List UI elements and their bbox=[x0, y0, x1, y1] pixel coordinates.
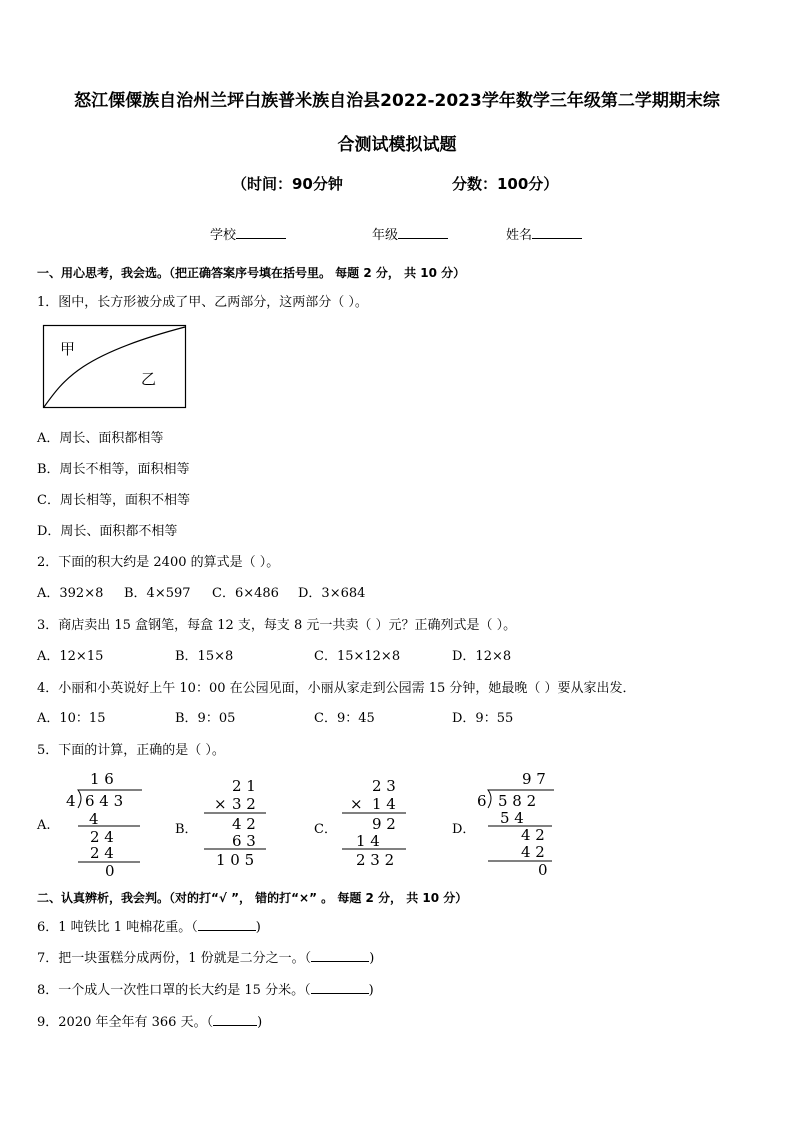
a-step-4: 0 bbox=[105, 862, 115, 878]
name-blank[interactable] bbox=[532, 226, 582, 239]
rectangle-outline bbox=[44, 326, 186, 408]
q5-label-b[interactable]: B． bbox=[175, 822, 198, 837]
exam-time: （时间：90分钟 bbox=[232, 175, 343, 193]
school-blank[interactable] bbox=[236, 226, 286, 239]
school-field bbox=[210, 224, 286, 243]
q9-text: 9．2020 年全年有 366 天。（ bbox=[37, 1015, 214, 1030]
q6-text: 6．1 吨铁比 1 吨棉花重。（ bbox=[37, 920, 198, 935]
q7-item bbox=[37, 947, 374, 966]
q2-option-d[interactable]: D．3×684 bbox=[298, 586, 366, 601]
q1-option-a[interactable]: A．周长、面积都相等 bbox=[37, 431, 164, 446]
q3-option-a[interactable]: A．12×15 bbox=[37, 649, 104, 664]
q2-stem: 2．下面的积大约是 2400 的算式是（ ）。 bbox=[37, 555, 280, 570]
d-step-2: 4 2 bbox=[521, 826, 545, 844]
a-quotient: 1 6 bbox=[90, 770, 114, 788]
q1-option-d[interactable]: D．周长、面积都不相等 bbox=[37, 524, 178, 539]
c-result: 2 3 2 bbox=[356, 851, 395, 869]
q3-option-d[interactable]: D．12×8 bbox=[452, 649, 512, 664]
a-step-2: 2 4 bbox=[90, 828, 114, 846]
q5-stem: 5．下面的计算，正确的是（ ）。 bbox=[37, 743, 225, 758]
c-multiplier: 1 4 bbox=[372, 795, 396, 813]
title-line-2: 合测试模拟试题 bbox=[337, 135, 457, 155]
c-operator: × bbox=[350, 795, 363, 813]
q1-figure bbox=[42, 324, 188, 410]
q1-option-c[interactable]: C．周长相等，面积不相等 bbox=[37, 493, 190, 508]
b-multiplier: 3 2 bbox=[232, 795, 256, 813]
b-partial-2: 6 3 bbox=[232, 832, 256, 850]
name-field bbox=[506, 224, 582, 243]
d-divisor: 6 bbox=[477, 792, 487, 810]
c-partial-2: 1 4 bbox=[356, 832, 380, 850]
q6-close-paren: ) bbox=[255, 920, 261, 935]
label-jia: 甲 bbox=[60, 340, 76, 358]
q5-d-long-division bbox=[474, 768, 559, 878]
q7-close-paren: ) bbox=[369, 951, 375, 966]
q2-option-c[interactable]: C．6×486 bbox=[212, 586, 279, 601]
q8-text: 8．一个成人一次性口罩的长大约是 15 分米。（ bbox=[37, 983, 311, 998]
d-step-3: 4 2 bbox=[521, 843, 545, 861]
q1-option-b[interactable]: B．周长不相等，面积相等 bbox=[37, 462, 190, 477]
q5-c-multiplication bbox=[336, 775, 411, 870]
q4-option-a[interactable]: A．10：15 bbox=[37, 711, 106, 726]
c-partial-1: 9 2 bbox=[372, 815, 396, 833]
school-label: 学校 bbox=[210, 228, 237, 243]
section-1-heading: 一、用心思考，我会选。（把正确答案序号填在括号里。 每题 2 分， 共 10 分） bbox=[37, 266, 466, 280]
grade-field bbox=[372, 224, 448, 243]
q4-option-d[interactable]: D．9：55 bbox=[452, 711, 514, 726]
q2-option-a[interactable]: A．392×8 bbox=[37, 586, 104, 601]
grade-blank[interactable] bbox=[398, 226, 448, 239]
q3-option-c[interactable]: C．15×12×8 bbox=[314, 649, 401, 664]
q9-close-paren: ) bbox=[257, 1015, 263, 1030]
b-result: 1 0 5 bbox=[216, 851, 255, 869]
b-operator: × bbox=[214, 795, 227, 813]
c-top: 2 3 bbox=[372, 777, 396, 795]
q9-answer-blank[interactable] bbox=[213, 1013, 257, 1026]
q8-close-paren: ) bbox=[368, 983, 374, 998]
q4-option-b[interactable]: B．9：05 bbox=[175, 711, 236, 726]
b-partial-1: 4 2 bbox=[232, 815, 256, 833]
q8-item bbox=[37, 979, 374, 998]
q5-label-a[interactable]: A. bbox=[37, 818, 51, 833]
q7-answer-blank[interactable] bbox=[311, 949, 369, 962]
q5-label-c[interactable]: C． bbox=[314, 822, 337, 837]
label-yi: 乙 bbox=[141, 370, 157, 388]
a-divisor: 4 bbox=[66, 792, 76, 810]
exam-score: 分数：100分） bbox=[452, 175, 559, 193]
q2-option-b[interactable]: B．4×597 bbox=[124, 586, 191, 601]
a-dividend: 6 4 3 bbox=[85, 792, 124, 810]
d-quotient: 9 7 bbox=[522, 770, 546, 788]
q8-answer-blank[interactable] bbox=[311, 981, 369, 994]
q4-option-c[interactable]: C．9：45 bbox=[314, 711, 375, 726]
dividing-curve bbox=[44, 327, 185, 407]
a-step-3: 2 4 bbox=[90, 844, 114, 862]
q3-option-b[interactable]: B．15×8 bbox=[175, 649, 234, 664]
q1-stem: 1．图中，长方形被分成了甲、乙两部分，这两部分（ ）。 bbox=[37, 295, 368, 310]
b-top: 2 1 bbox=[232, 777, 256, 795]
title-line-1: 怒江傈僳族自治州兰坪白族普米族自治县2022-2023学年数学三年级第二学期期末综 bbox=[74, 91, 720, 111]
a-step-1: 4 bbox=[89, 810, 99, 828]
q6-item bbox=[37, 916, 261, 935]
q3-stem: 3．商店卖出 15 盒钢笔，每盒 12 支，每支 8 元一共卖（ ）元？正确列式是（ ）。 bbox=[37, 618, 517, 633]
d-step-1: 5 4 bbox=[500, 809, 524, 827]
q5-b-multiplication bbox=[198, 775, 273, 870]
q5-label-d[interactable]: D． bbox=[452, 822, 476, 837]
q4-stem: 4．小丽和小英说好上午 10：00 在公园见面，小丽从家走到公园需 15 分钟，她最晚（ ）要从家出发． bbox=[37, 681, 636, 696]
grade-label: 年级 bbox=[372, 228, 399, 243]
d-dividend: 5 8 2 bbox=[498, 792, 537, 810]
q6-answer-blank[interactable] bbox=[198, 918, 256, 931]
q5-a-long-division bbox=[60, 768, 150, 878]
q9-item bbox=[37, 1011, 262, 1030]
q7-text: 7．把一块蛋糕分成两份，1 份就是二分之一。（ bbox=[37, 951, 312, 966]
d-step-4: 0 bbox=[538, 861, 548, 878]
section-2-heading: 二、认真辨析，我会判。（对的打“√ ”， 错的打“×” 。 每题 2 分， 共 10 分） bbox=[37, 891, 468, 905]
name-label: 姓名 bbox=[506, 228, 533, 243]
